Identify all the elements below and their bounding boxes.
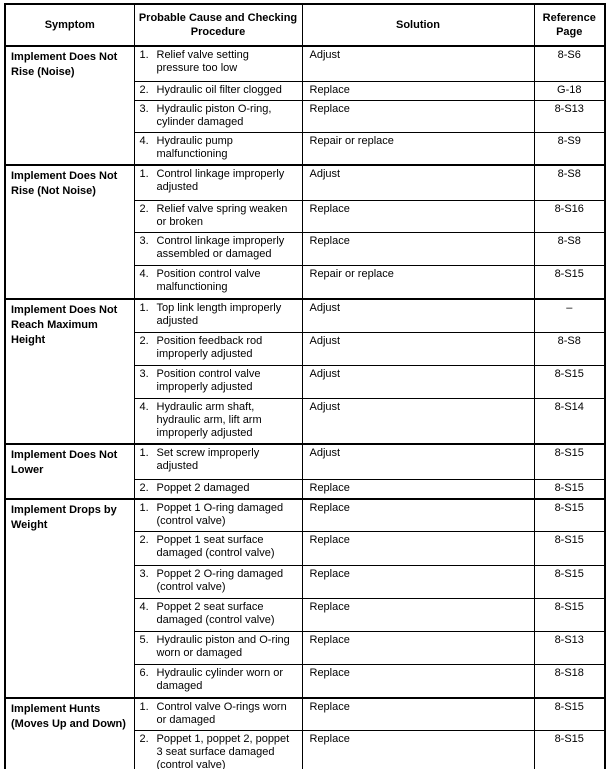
table-row xyxy=(5,299,605,332)
reference-cell: 8-S18 xyxy=(534,665,605,698)
cause-cell xyxy=(134,165,302,200)
reference-cell: 8-S15 xyxy=(534,365,605,398)
cause-text: Relief valve spring weaken or broken xyxy=(156,202,288,228)
cause-text: Hydraulic piston O-ring, cylinder damaged xyxy=(156,102,272,128)
solution-cell: Adjust xyxy=(302,46,534,81)
cause-text: Control valve O-rings worn or damaged xyxy=(156,700,287,726)
cause-number: 6. xyxy=(139,667,149,679)
cause-cell xyxy=(134,299,302,332)
cause-text: Relief valve setting pressure too low xyxy=(156,49,249,74)
reference-cell: 8-S16 xyxy=(534,200,605,232)
solution-cell: Replace xyxy=(302,698,534,731)
header-cell-cause: Probable Cause and Checking Procedure xyxy=(134,4,302,46)
solution-cell: Adjust xyxy=(302,444,534,479)
cause-text: Control linkage improperly assembled or damaged xyxy=(156,234,285,260)
solution-cell: Replace xyxy=(302,632,534,665)
cause-cell xyxy=(134,731,302,769)
header-cell-symptom: Symptom xyxy=(5,4,134,46)
symptom-cell: Implement Does Not Lower xyxy=(5,444,134,499)
symptom-cell: Implement Does Not Rise (Not Noise) xyxy=(5,165,134,299)
solution-cell: Replace xyxy=(302,479,534,499)
reference-cell: 8-S8 xyxy=(534,165,605,200)
cause-text: Control linkage improperly adjusted xyxy=(156,168,285,193)
reference-cell: 8-S15 xyxy=(534,499,605,532)
solution-cell: Replace xyxy=(302,731,534,769)
cause-cell xyxy=(134,100,302,132)
reference-cell: 8-S15 xyxy=(534,479,605,499)
cause-number: 5. xyxy=(139,634,149,646)
cause-cell xyxy=(134,698,302,731)
cause-number: 3. xyxy=(139,568,149,580)
cause-cell xyxy=(134,599,302,632)
solution-cell: Adjust xyxy=(302,398,534,444)
table-row xyxy=(5,499,605,532)
table-row xyxy=(5,444,605,479)
solution-cell: Replace xyxy=(302,100,534,132)
cause-cell xyxy=(134,632,302,665)
solution-cell: Replace xyxy=(302,81,534,100)
reference-cell: 8-S6 xyxy=(534,46,605,81)
solution-cell: Replace xyxy=(302,200,534,232)
cause-cell xyxy=(134,265,302,299)
cause-number: 2. xyxy=(139,733,149,745)
reference-cell: 8-S15 xyxy=(534,566,605,599)
solution-cell: Replace xyxy=(302,566,534,599)
cause-text: Poppet 1 O-ring damaged (control valve) xyxy=(156,501,284,527)
reference-cell: 8-S15 xyxy=(534,599,605,632)
cause-text: Poppet 2 seat surface damaged (control valve) xyxy=(156,601,275,626)
header-cell-reference: Reference Page xyxy=(534,4,605,46)
cause-number: 4. xyxy=(139,400,149,413)
solution-cell: Replace xyxy=(302,599,534,632)
cause-text: Poppet 1, poppet 2, poppet 3 seat surface damaged (control valve) xyxy=(156,733,290,769)
cause-text: Top link length improperly adjusted xyxy=(156,302,282,327)
cause-number: 2. xyxy=(139,334,149,347)
solution-cell: Replace xyxy=(302,499,534,532)
cause-number: 4. xyxy=(139,134,149,147)
cause-cell xyxy=(134,365,302,398)
cause-number: 3. xyxy=(139,102,149,115)
symptom-cell: Implement Does Not Reach Maximum Height xyxy=(5,299,134,444)
cause-number: 1. xyxy=(139,700,149,713)
cause-cell xyxy=(134,665,302,698)
cause-cell xyxy=(134,398,302,444)
cause-text: Poppet 1 seat surface damaged (control valve) xyxy=(156,534,275,559)
cause-cell xyxy=(134,444,302,479)
troubleshooting-table xyxy=(4,3,606,769)
cause-text: Hydraulic oil filter clogged xyxy=(156,83,282,96)
cause-cell xyxy=(134,499,302,532)
solution-cell: Replace xyxy=(302,665,534,698)
cause-cell xyxy=(134,566,302,599)
reference-cell: 8-S13 xyxy=(534,632,605,665)
cause-number: 4. xyxy=(139,267,149,280)
reference-cell: – xyxy=(534,299,605,332)
cause-cell xyxy=(134,532,302,566)
cause-cell xyxy=(134,46,302,81)
symptom-cell: Implement Hunts (Moves Up and Down) xyxy=(5,698,134,769)
reference-cell: 8-S13 xyxy=(534,100,605,132)
cause-text: Hydraulic pump malfunctioning xyxy=(156,134,233,160)
solution-cell: Adjust xyxy=(302,165,534,200)
cause-text: Hydraulic cylinder worn or damaged xyxy=(156,667,284,692)
cause-number: 2. xyxy=(139,83,149,96)
symptom-cell: Implement Drops by Weight xyxy=(5,499,134,698)
cause-cell xyxy=(134,200,302,232)
reference-cell: 8-S8 xyxy=(534,232,605,265)
table-row xyxy=(5,46,605,81)
symptom-cell: Implement Does Not Rise (Noise) xyxy=(5,46,134,165)
cause-text: Position control valve improperly adjusted xyxy=(156,367,261,393)
header-cell-solution: Solution xyxy=(302,4,534,46)
cause-number: 1. xyxy=(139,447,149,459)
cause-cell xyxy=(134,332,302,365)
cause-number: 1. xyxy=(139,302,149,314)
reference-cell: 8-S8 xyxy=(534,332,605,365)
reference-cell: 8-S15 xyxy=(534,444,605,479)
reference-cell: 8-S15 xyxy=(534,532,605,566)
solution-cell: Replace xyxy=(302,532,534,566)
cause-text: Set screw improperly adjusted xyxy=(156,447,260,472)
cause-cell xyxy=(134,132,302,165)
cause-text: Position control valve malfunctioning xyxy=(156,267,261,293)
cause-text: Position feedback rod improperly adjusted xyxy=(156,334,263,360)
cause-text: Hydraulic arm shaft, hydraulic arm, lift arm improperly adjusted xyxy=(156,400,262,439)
reference-cell: 8-S9 xyxy=(534,132,605,165)
cause-number: 3. xyxy=(139,234,149,247)
cause-number: 1. xyxy=(139,49,149,61)
solution-cell: Repair or replace xyxy=(302,265,534,299)
cause-number: 2. xyxy=(139,534,149,546)
cause-number: 1. xyxy=(139,168,149,180)
table-header-row xyxy=(5,4,605,46)
cause-number: 2. xyxy=(139,481,149,494)
reference-cell: 8-S14 xyxy=(534,398,605,444)
reference-cell: G-18 xyxy=(534,81,605,100)
cause-text: Poppet 2 O-ring damaged (control valve) xyxy=(156,568,284,593)
solution-cell: Repair or replace xyxy=(302,132,534,165)
table-row xyxy=(5,165,605,200)
cause-text: Hydraulic piston and O-ring worn or damaged xyxy=(156,634,290,659)
solution-cell: Replace xyxy=(302,232,534,265)
solution-cell: Adjust xyxy=(302,365,534,398)
cause-cell xyxy=(134,81,302,100)
cause-number: 3. xyxy=(139,367,149,380)
solution-cell: Adjust xyxy=(302,299,534,332)
cause-number: 2. xyxy=(139,202,149,215)
cause-number: 1. xyxy=(139,501,149,514)
cause-cell xyxy=(134,232,302,265)
solution-cell: Adjust xyxy=(302,332,534,365)
cause-text: Poppet 2 damaged xyxy=(156,481,250,494)
cause-number: 4. xyxy=(139,601,149,613)
reference-cell: 8-S15 xyxy=(534,731,605,769)
reference-cell: 8-S15 xyxy=(534,265,605,299)
table-row xyxy=(5,698,605,731)
reference-cell: 8-S15 xyxy=(534,698,605,731)
cause-cell xyxy=(134,479,302,499)
